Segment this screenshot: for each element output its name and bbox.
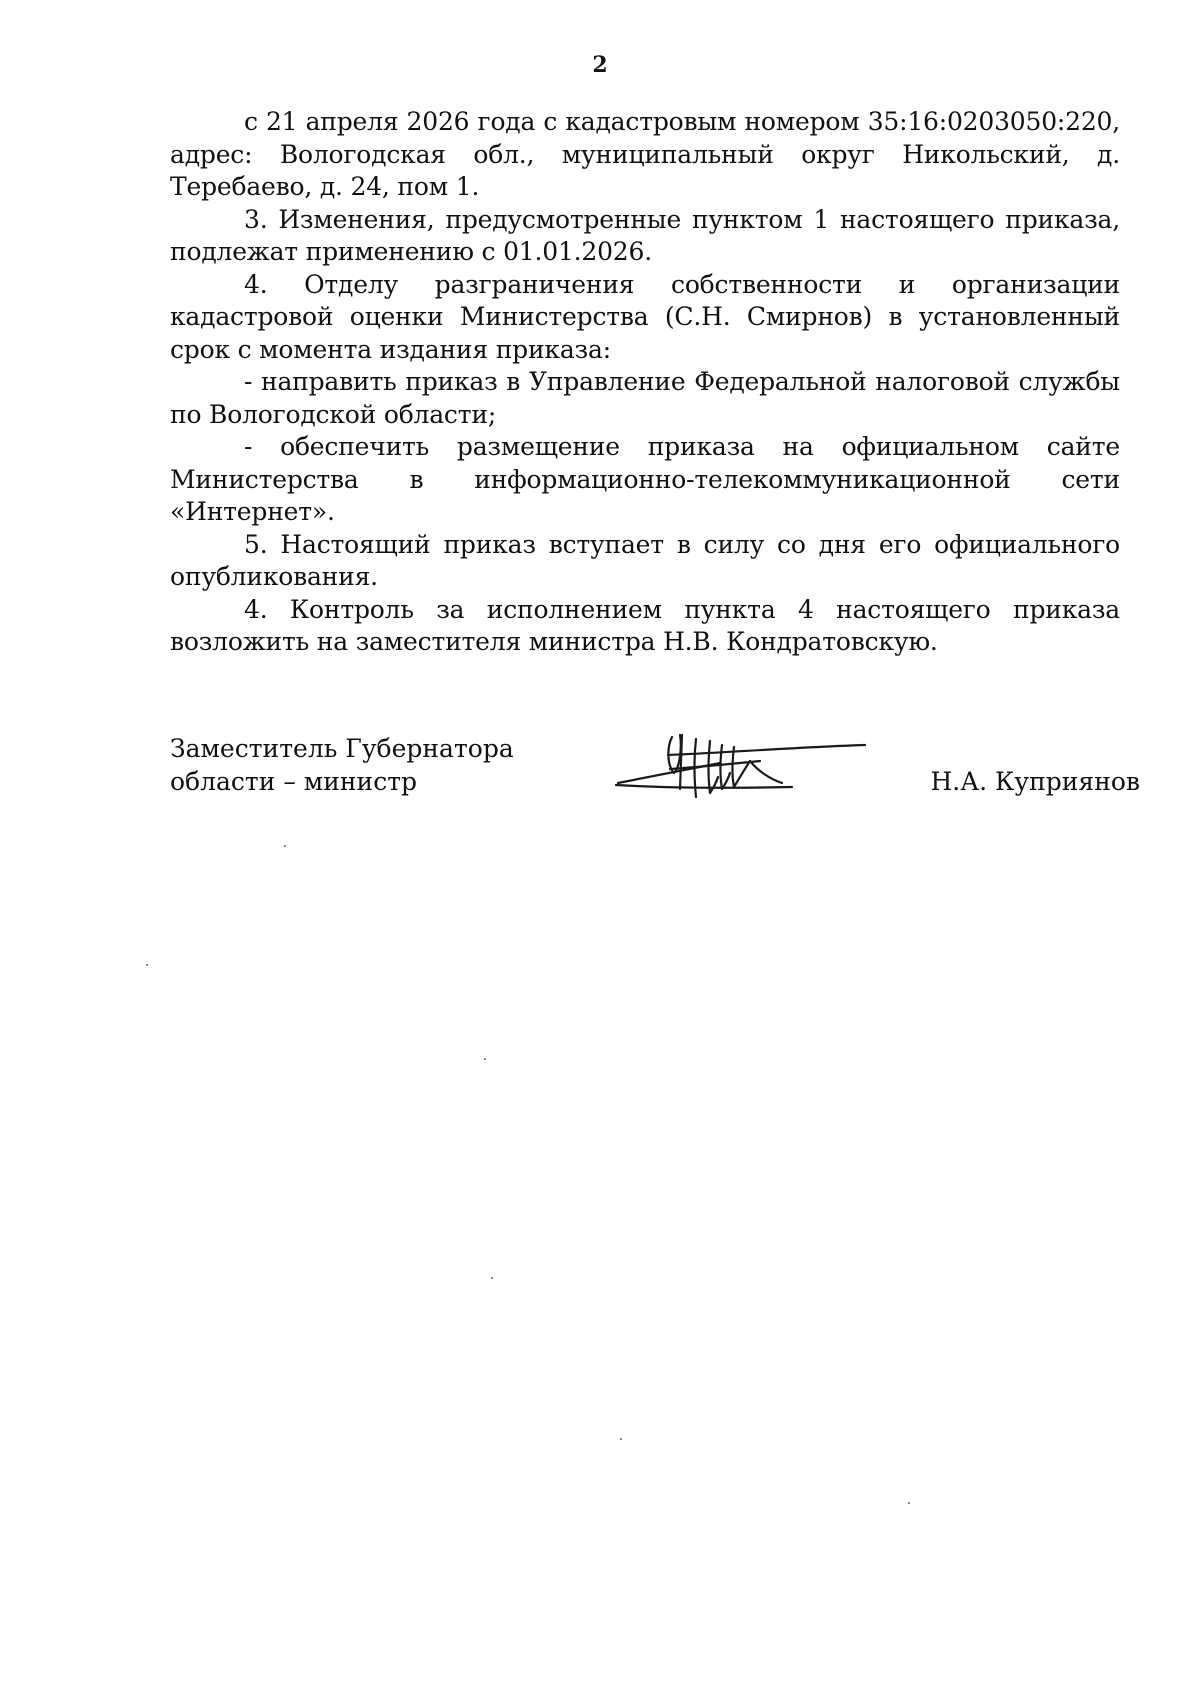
signer-position: [170, 733, 514, 798]
scan-speck: [146, 964, 148, 966]
scan-speck: [484, 1058, 486, 1060]
paragraph-item-5: 5. Настоящий приказ вступает в силу со дня его официального опубликования.: [170, 529, 1120, 591]
scan-speck: [908, 1502, 910, 1504]
paragraph-continuation: с 21 апреля 2026 года с кадастровым номером 35:16:0203050:220, адрес: Вологодская обл., муниципальный округ Никольский, д. Теребаево, д. 24, пом 1.: [170, 107, 1120, 201]
signer-name: Н.А. Куприянов: [930, 767, 1140, 796]
page-number: 2: [592, 52, 608, 78]
signature-block: [170, 733, 1140, 823]
paragraph-control: 4. Контроль за исполнением пункта 4 настоящего приказа возложить на заместителя министра Н.В. Кондратовскую.: [170, 594, 1120, 656]
paragraph-item-3: 3. Изменения, предусмотренные пунктом 1 настоящего приказа, подлежат применению с 01.01.2026.: [170, 204, 1120, 266]
paragraph-item-4: 4. Отделу разграничения собственности и организации кадастровой оценки Министерства (С.Н. Смирнов) в установленный срок с момента издания приказа:: [170, 269, 1120, 364]
paragraph-item-4-bullet-1: - направить приказ в Управление Федеральной налоговой службы по Вологодской области;: [170, 367, 1120, 429]
scan-speck: [284, 845, 286, 847]
document-body: [170, 106, 1120, 659]
signer-position-line-2: области – министр: [170, 766, 418, 796]
scan-speck: [620, 1438, 622, 1440]
handwritten-signature: [610, 727, 870, 807]
paragraph-item-4-bullet-2: - обеспечить размещение приказа на официальном сайте Министерства в информационно-телекоммуникационной сети «Интернет».: [170, 432, 1120, 526]
scan-speck: [491, 1277, 493, 1279]
signer-position-line-1: Заместитель Губернатора: [170, 734, 514, 763]
